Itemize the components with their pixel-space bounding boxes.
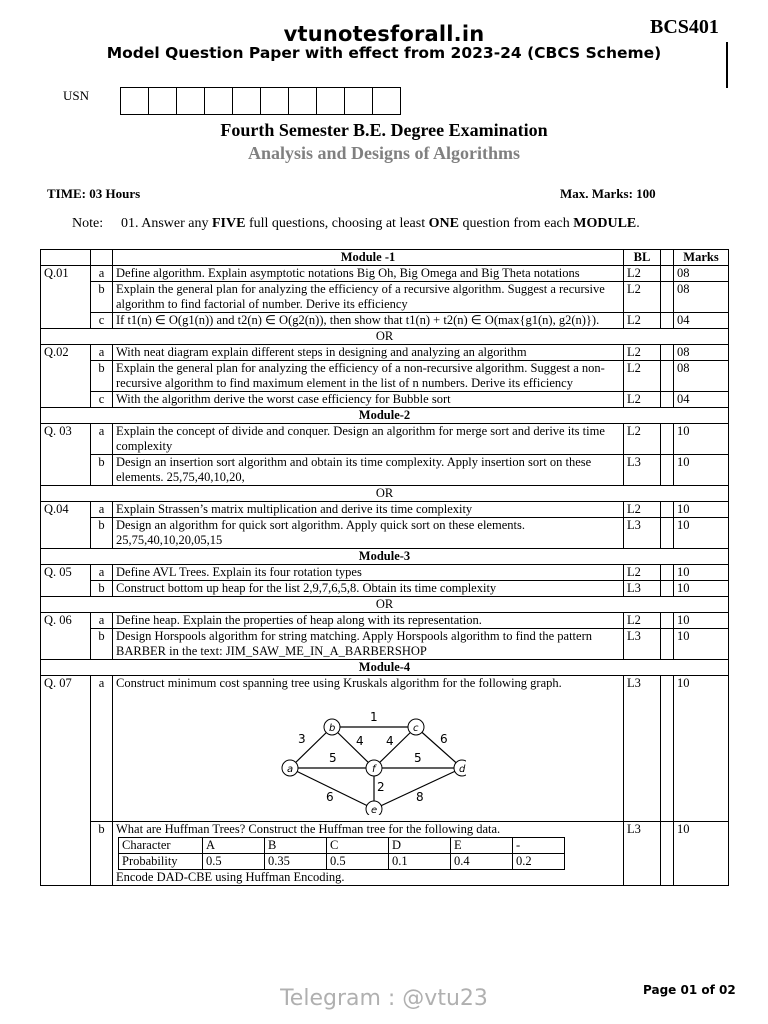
huffman-prob-row bbox=[119, 854, 565, 870]
usn-box[interactable] bbox=[261, 88, 289, 114]
part-letter: b bbox=[91, 361, 113, 392]
question-text: With the algorithm derive the worst case efficiency for Bubble sort bbox=[113, 392, 624, 408]
edge-weight: 4 bbox=[356, 734, 364, 748]
question-row bbox=[41, 392, 729, 408]
bloom-level: L3 bbox=[624, 455, 661, 486]
huffman-char: - bbox=[513, 838, 565, 854]
bloom-level: L2 bbox=[624, 565, 661, 581]
bl-header: BL bbox=[624, 250, 661, 266]
huffman-prob: 0.5 bbox=[203, 854, 265, 870]
bloom-level: L2 bbox=[624, 345, 661, 361]
bloom-level: L2 bbox=[624, 282, 661, 313]
edge-weight: 5 bbox=[414, 751, 422, 765]
question-text: Construct bottom up heap for the list 2,9,7,6,5,8. Obtain its time complexity bbox=[113, 581, 624, 597]
question-row bbox=[41, 676, 729, 822]
question-number: Q. 05 bbox=[41, 565, 91, 597]
question-number: Q. 03 bbox=[41, 424, 91, 486]
part-letter: a bbox=[91, 565, 113, 581]
module-header-row bbox=[41, 250, 729, 266]
edge-weight: 6 bbox=[440, 732, 448, 746]
usn-box[interactable] bbox=[233, 88, 261, 114]
bloom-level: L3 bbox=[624, 629, 661, 660]
module-title: Module-2 bbox=[41, 408, 729, 424]
usn-box[interactable] bbox=[205, 88, 233, 114]
question-number: Q.02 bbox=[41, 345, 91, 408]
note-label: Note: bbox=[72, 216, 104, 231]
question-text: Construct minimum cost spanning tree using Kruskals algorithm for the following graph. bbox=[116, 676, 562, 690]
module-title: Module-4 bbox=[41, 660, 729, 676]
question-row bbox=[41, 565, 729, 581]
question-row bbox=[41, 629, 729, 660]
bloom-level: L2 bbox=[624, 361, 661, 392]
marks-value: 10 bbox=[674, 455, 729, 486]
question-text: Explain the concept of divide and conquer. Design an algorithm for merge sort and derive its time complexity bbox=[113, 424, 624, 455]
paper-subtitle: Model Question Paper with effect from 2023-24 (CBCS Scheme) bbox=[106, 44, 662, 62]
huffman-prob: 0.5 bbox=[327, 854, 389, 870]
node-label: f bbox=[372, 764, 376, 775]
huffman-prob: 0.1 bbox=[389, 854, 451, 870]
part-letter: a bbox=[91, 424, 113, 455]
usn-label: USN bbox=[63, 88, 90, 103]
edge-weight: 6 bbox=[326, 790, 334, 804]
marks-value: 08 bbox=[674, 361, 729, 392]
node-label: a bbox=[287, 764, 294, 775]
bloom-level: L3 bbox=[624, 822, 661, 886]
graph-edge bbox=[290, 727, 332, 768]
or-row bbox=[41, 597, 729, 613]
graph-edge bbox=[332, 727, 374, 768]
question-text: Explain Strassen’s matrix multiplication and derive its time complexity bbox=[113, 502, 624, 518]
question-text: Define heap. Explain the properties of heap along with its representation. bbox=[113, 613, 624, 629]
marks-value: 08 bbox=[674, 266, 729, 282]
marks-value: 10 bbox=[674, 613, 729, 629]
bloom-level: L2 bbox=[624, 424, 661, 455]
node-label: e bbox=[371, 805, 378, 815]
huffman-row-label: Probability bbox=[119, 854, 203, 870]
site-name: vtunotesforall.in bbox=[283, 22, 485, 46]
huffman-char: B bbox=[265, 838, 327, 854]
edge-weight: 5 bbox=[329, 751, 337, 765]
question-row bbox=[41, 282, 729, 313]
marks-value: 10 bbox=[674, 502, 729, 518]
edge-weight: 2 bbox=[377, 780, 385, 794]
module-title: Module-3 bbox=[41, 549, 729, 565]
part-letter: c bbox=[91, 313, 113, 329]
node-label: b bbox=[329, 723, 336, 734]
part-letter: a bbox=[91, 266, 113, 282]
kruskal-graph bbox=[266, 697, 466, 815]
question-row bbox=[41, 613, 729, 629]
edge-weight: 8 bbox=[416, 790, 424, 804]
bloom-level: L2 bbox=[624, 502, 661, 518]
edge-weight: 3 bbox=[298, 732, 306, 746]
question-text: Define AVL Trees. Explain its four rotation types bbox=[113, 565, 624, 581]
marks-value: 08 bbox=[674, 282, 729, 313]
bloom-level: L3 bbox=[624, 581, 661, 597]
huffman-char: D bbox=[389, 838, 451, 854]
huffman-row-label: Character bbox=[119, 838, 203, 854]
question-row bbox=[41, 822, 729, 886]
usn-box[interactable] bbox=[373, 88, 400, 114]
question-text: Explain the general plan for analyzing the efficiency of a recursive algorithm. Suggest a recursive algorithm to find factorial of number. Derive its efficiency bbox=[113, 282, 624, 313]
question-row bbox=[41, 455, 729, 486]
part-letter: a bbox=[91, 676, 113, 822]
usn-box[interactable] bbox=[289, 88, 317, 114]
marks-value: 10 bbox=[674, 565, 729, 581]
telegram-watermark: Telegram : @vtu23 bbox=[280, 986, 488, 1011]
subject-title: Analysis and Designs of Algorithms bbox=[247, 143, 521, 163]
marks-value: 10 bbox=[674, 629, 729, 660]
question-number: Q.01 bbox=[41, 266, 91, 329]
question-text: Encode DAD-CBE using Huffman Encoding. bbox=[116, 870, 345, 884]
question-row bbox=[41, 266, 729, 282]
question-row bbox=[41, 424, 729, 455]
question-row bbox=[41, 313, 729, 329]
question-text: Design an insertion sort algorithm and obtain its time complexity. Apply insertion sort on these elements. 25,75,40,10,20, bbox=[113, 455, 624, 486]
part-letter: b bbox=[91, 629, 113, 660]
question-text: Design Horspools algorithm for string matching. Apply Horspools algorithm to find the pattern BARBER in the text: JIM_SAW_ME_IN_A_BARBERSHOP bbox=[113, 629, 624, 660]
marks-header: Marks bbox=[674, 250, 729, 266]
huffman-prob: 0.4 bbox=[451, 854, 513, 870]
question-text: Explain the general plan for analyzing the efficiency of a non-recursive algorithm. Suggest a non-recursive algorithm to find maximum element in the list of n numbers. Derive its efficiency bbox=[113, 361, 624, 392]
marks-value: 04 bbox=[674, 392, 729, 408]
edge-weight: 1 bbox=[370, 710, 378, 724]
part-letter: b bbox=[91, 581, 113, 597]
edge-weight: 4 bbox=[386, 734, 394, 748]
huffman-prob: 0.2 bbox=[513, 854, 565, 870]
part-letter: c bbox=[91, 392, 113, 408]
usn-box[interactable] bbox=[317, 88, 345, 114]
marks-value: 10 bbox=[674, 581, 729, 597]
module-header-row bbox=[41, 408, 729, 424]
huffman-char: A bbox=[203, 838, 265, 854]
graph-edge bbox=[416, 727, 462, 768]
part-letter: a bbox=[91, 345, 113, 361]
bloom-level: L2 bbox=[624, 613, 661, 629]
page-number: Page 01 of 02 bbox=[643, 983, 736, 997]
or-label: OR bbox=[41, 486, 729, 502]
huffman-prob: 0.35 bbox=[265, 854, 327, 870]
bloom-level: L2 bbox=[624, 313, 661, 329]
bloom-level: L2 bbox=[624, 266, 661, 282]
question-number: Q. 07 bbox=[41, 676, 91, 886]
marks-value: 10 bbox=[674, 424, 729, 455]
question-text: Design an algorithm for quick sort algorithm. Apply quick sort on these elements. 25,75,40,10,20,05,15 bbox=[113, 518, 624, 549]
question-number: Q.04 bbox=[41, 502, 91, 549]
question-row bbox=[41, 345, 729, 361]
part-letter: b bbox=[91, 282, 113, 313]
question-cell bbox=[113, 822, 624, 886]
part-letter: b bbox=[91, 455, 113, 486]
part-letter: a bbox=[91, 502, 113, 518]
huffman-char: E bbox=[451, 838, 513, 854]
part-letter: a bbox=[91, 613, 113, 629]
note-text: 01. Answer any FIVE full questions, choosing at least ONE question from each MODULE. bbox=[121, 216, 640, 231]
question-text: With neat diagram explain different steps in designing and analyzing an algorithm bbox=[113, 345, 624, 361]
exam-time: TIME: 03 Hours bbox=[47, 186, 141, 201]
marks-value: 10 bbox=[674, 676, 729, 822]
exam-title: Fourth Semester B.E. Degree Examination bbox=[220, 120, 548, 140]
huffman-table bbox=[118, 837, 565, 870]
usn-box[interactable] bbox=[121, 88, 149, 114]
bloom-level: L2 bbox=[624, 392, 661, 408]
marks-value: 04 bbox=[674, 313, 729, 329]
subject-code: BCS401 bbox=[650, 16, 719, 38]
question-row bbox=[41, 502, 729, 518]
usn-box[interactable] bbox=[345, 88, 373, 114]
huffman-char: C bbox=[327, 838, 389, 854]
or-row bbox=[41, 486, 729, 502]
question-table bbox=[40, 249, 729, 886]
usn-boxes[interactable] bbox=[120, 87, 401, 115]
question-row bbox=[41, 581, 729, 597]
question-text: If t1(n) ∈ O(g1(n)) and t2(n) ∈ O(g2(n)), then show that t1(n) + t2(n) ∈ O(max{g1(n), g2(n)}). bbox=[113, 313, 624, 329]
question-number: Q. 06 bbox=[41, 613, 91, 660]
bloom-level: L3 bbox=[624, 676, 661, 822]
graph-edge bbox=[374, 727, 416, 768]
usn-box[interactable] bbox=[177, 88, 205, 114]
marks-value: 08 bbox=[674, 345, 729, 361]
marks-value: 10 bbox=[674, 822, 729, 886]
module-title: Module -1 bbox=[113, 250, 624, 266]
max-marks: Max. Marks: 100 bbox=[560, 186, 656, 201]
module-header-row bbox=[41, 549, 729, 565]
part-letter: b bbox=[91, 822, 113, 886]
or-row bbox=[41, 329, 729, 345]
huffman-char-row bbox=[119, 838, 565, 854]
question-row bbox=[41, 518, 729, 549]
part-letter: b bbox=[91, 518, 113, 549]
question-row bbox=[41, 361, 729, 392]
node-label: d bbox=[459, 764, 466, 775]
or-label: OR bbox=[41, 329, 729, 345]
module-header-row bbox=[41, 660, 729, 676]
usn-box[interactable] bbox=[149, 88, 177, 114]
or-label: OR bbox=[41, 597, 729, 613]
question-cell bbox=[113, 676, 624, 822]
bloom-level: L3 bbox=[624, 518, 661, 549]
question-text: Define algorithm. Explain asymptotic notations Big Oh, Big Omega and Big Theta notations bbox=[113, 266, 624, 282]
node-label: c bbox=[413, 723, 419, 734]
marks-value: 10 bbox=[674, 518, 729, 549]
question-text: What are Huffman Trees? Construct the Huffman tree for the following data. bbox=[116, 822, 501, 836]
